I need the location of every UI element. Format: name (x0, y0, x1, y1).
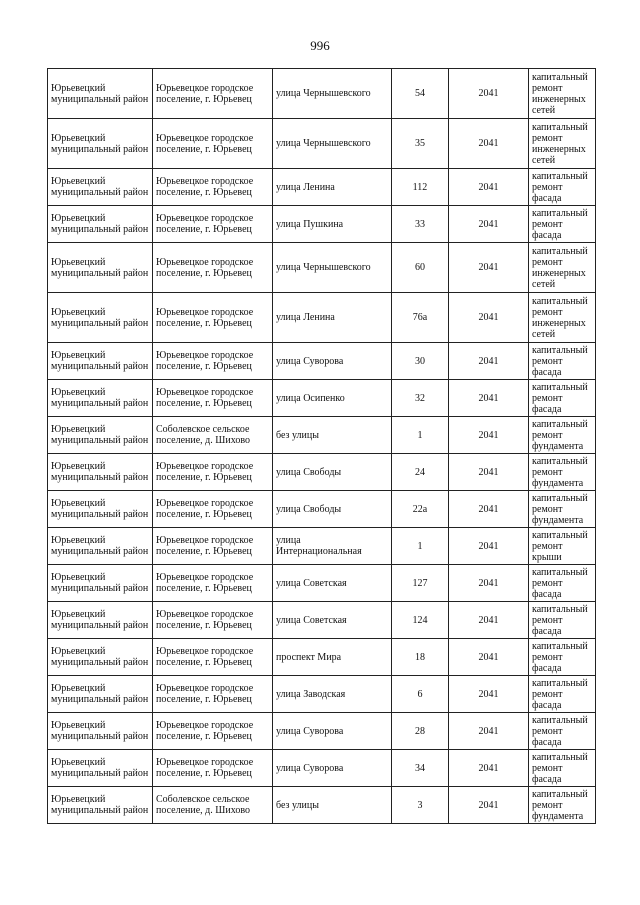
settlement-cell: Юрьевецкое городское поселение, г. Юрьевец (153, 293, 273, 343)
year-cell: 2041 (449, 293, 529, 343)
table-row (48, 119, 596, 169)
settlement-cell: Соболевское сельское поселение, д. Шихово (153, 787, 273, 824)
year-cell: 2041 (449, 454, 529, 491)
work-type-cell: капитальный ремонт фасада (529, 565, 596, 602)
work-type-cell: капитальный ремонт фасада (529, 602, 596, 639)
settlement-cell: Юрьевецкое городское поселение, г. Юрьевец (153, 69, 273, 119)
district-cell: Юрьевецкий муниципальный район (48, 602, 153, 639)
street-cell: улица Ленина (273, 169, 392, 206)
street-cell: улица Суворова (273, 343, 392, 380)
settlement-cell: Соболевское сельское поселение, д. Шихово (153, 417, 273, 454)
district-cell: Юрьевецкий муниципальный район (48, 69, 153, 119)
house-number-cell: 30 (392, 343, 449, 380)
house-number-cell: 54 (392, 69, 449, 119)
work-type-cell: капитальный ремонт фундамента (529, 417, 596, 454)
table-row (48, 454, 596, 491)
work-type-cell: капитальный ремонт инженерных сетей (529, 119, 596, 169)
district-cell: Юрьевецкий муниципальный район (48, 750, 153, 787)
table-row (48, 343, 596, 380)
year-cell: 2041 (449, 750, 529, 787)
district-cell: Юрьевецкий муниципальный район (48, 206, 153, 243)
table-row (48, 787, 596, 824)
table-row (48, 293, 596, 343)
page-number: 996 (310, 38, 330, 53)
table-row (48, 750, 596, 787)
settlement-cell: Юрьевецкое городское поселение, г. Юрьевец (153, 713, 273, 750)
table-row (48, 69, 596, 119)
district-cell: Юрьевецкий муниципальный район (48, 380, 153, 417)
work-type-cell: капитальный ремонт фундамента (529, 454, 596, 491)
year-cell: 2041 (449, 491, 529, 528)
work-type-cell: капитальный ремонт инженерных сетей (529, 69, 596, 119)
district-cell: Юрьевецкий муниципальный район (48, 713, 153, 750)
house-number-cell: 18 (392, 639, 449, 676)
house-number-cell: 34 (392, 750, 449, 787)
house-number-cell: 127 (392, 565, 449, 602)
district-cell: Юрьевецкий муниципальный район (48, 676, 153, 713)
street-cell: без улицы (273, 417, 392, 454)
settlement-cell: Юрьевецкое городское поселение, г. Юрьевец (153, 343, 273, 380)
year-cell: 2041 (449, 528, 529, 565)
house-number-cell: 1 (392, 417, 449, 454)
settlement-cell: Юрьевецкое городское поселение, г. Юрьевец (153, 119, 273, 169)
district-cell: Юрьевецкий муниципальный район (48, 787, 153, 824)
table-row (48, 169, 596, 206)
table-row (48, 243, 596, 293)
settlement-cell: Юрьевецкое городское поселение, г. Юрьевец (153, 169, 273, 206)
settlement-cell: Юрьевецкое городское поселение, г. Юрьевец (153, 243, 273, 293)
street-cell: улица Чернышевского (273, 69, 392, 119)
work-type-cell: капитальный ремонт фасада (529, 713, 596, 750)
house-number-cell: 112 (392, 169, 449, 206)
year-cell: 2041 (449, 69, 529, 119)
year-cell: 2041 (449, 787, 529, 824)
work-type-cell: капитальный ремонт инженерных сетей (529, 293, 596, 343)
district-cell: Юрьевецкий муниципальный район (48, 454, 153, 491)
house-number-cell: 76а (392, 293, 449, 343)
house-number-cell: 6 (392, 676, 449, 713)
table-row (48, 380, 596, 417)
work-type-cell: капитальный ремонт фундамента (529, 787, 596, 824)
house-number-cell: 1 (392, 528, 449, 565)
work-type-cell: капитальный ремонт крыши (529, 528, 596, 565)
work-type-cell: капитальный ремонт фасада (529, 750, 596, 787)
work-type-cell: капитальный ремонт инженерных сетей (529, 243, 596, 293)
year-cell: 2041 (449, 602, 529, 639)
table-row (48, 417, 596, 454)
district-cell: Юрьевецкий муниципальный район (48, 243, 153, 293)
street-cell: улица Свободы (273, 491, 392, 528)
street-cell: улица Суворова (273, 713, 392, 750)
street-cell: улица Заводская (273, 676, 392, 713)
settlement-cell: Юрьевецкое городское поселение, г. Юрьевец (153, 676, 273, 713)
settlement-cell: Юрьевецкое городское поселение, г. Юрьевец (153, 380, 273, 417)
street-cell: улица Советская (273, 565, 392, 602)
house-number-cell: 32 (392, 380, 449, 417)
table-row (48, 639, 596, 676)
street-cell: проспект Мира (273, 639, 392, 676)
table-row (48, 713, 596, 750)
settlement-cell: Юрьевецкое городское поселение, г. Юрьевец (153, 639, 273, 676)
house-number-cell: 24 (392, 454, 449, 491)
settlement-cell: Юрьевецкое городское поселение, г. Юрьевец (153, 528, 273, 565)
year-cell: 2041 (449, 565, 529, 602)
settlement-cell: Юрьевецкое городское поселение, г. Юрьевец (153, 206, 273, 243)
table-row (48, 491, 596, 528)
settlement-cell: Юрьевецкое городское поселение, г. Юрьевец (153, 750, 273, 787)
repair-schedule-table (47, 68, 596, 824)
work-type-cell: капитальный ремонт фасада (529, 169, 596, 206)
house-number-cell: 28 (392, 713, 449, 750)
district-cell: Юрьевецкий муниципальный район (48, 528, 153, 565)
settlement-cell: Юрьевецкое городское поселение, г. Юрьевец (153, 491, 273, 528)
year-cell: 2041 (449, 676, 529, 713)
street-cell: улица Интернациональная (273, 528, 392, 565)
year-cell: 2041 (449, 713, 529, 750)
year-cell: 2041 (449, 206, 529, 243)
house-number-cell: 22а (392, 491, 449, 528)
house-number-cell: 33 (392, 206, 449, 243)
street-cell: без улицы (273, 787, 392, 824)
street-cell: улица Чернышевского (273, 119, 392, 169)
year-cell: 2041 (449, 639, 529, 676)
district-cell: Юрьевецкий муниципальный район (48, 639, 153, 676)
work-type-cell: капитальный ремонт фасада (529, 206, 596, 243)
year-cell: 2041 (449, 169, 529, 206)
table-row (48, 565, 596, 602)
work-type-cell: капитальный ремонт фасада (529, 380, 596, 417)
district-cell: Юрьевецкий муниципальный район (48, 343, 153, 380)
street-cell: улица Суворова (273, 750, 392, 787)
year-cell: 2041 (449, 343, 529, 380)
district-cell: Юрьевецкий муниципальный район (48, 491, 153, 528)
district-cell: Юрьевецкий муниципальный район (48, 119, 153, 169)
table-row (48, 676, 596, 713)
district-cell: Юрьевецкий муниципальный район (48, 293, 153, 343)
house-number-cell: 35 (392, 119, 449, 169)
work-type-cell: капитальный ремонт фасада (529, 343, 596, 380)
year-cell: 2041 (449, 417, 529, 454)
year-cell: 2041 (449, 243, 529, 293)
year-cell: 2041 (449, 119, 529, 169)
house-number-cell: 60 (392, 243, 449, 293)
work-type-cell: капитальный ремонт фасада (529, 639, 596, 676)
settlement-cell: Юрьевецкое городское поселение, г. Юрьевец (153, 565, 273, 602)
work-type-cell: капитальный ремонт фундамента (529, 491, 596, 528)
street-cell: улица Пушкина (273, 206, 392, 243)
house-number-cell: 124 (392, 602, 449, 639)
street-cell: улица Свободы (273, 454, 392, 491)
year-cell: 2041 (449, 380, 529, 417)
table-body (48, 69, 596, 824)
street-cell: улица Осипенко (273, 380, 392, 417)
table-row (48, 206, 596, 243)
district-cell: Юрьевецкий муниципальный район (48, 565, 153, 602)
district-cell: Юрьевецкий муниципальный район (48, 417, 153, 454)
street-cell: улица Чернышевского (273, 243, 392, 293)
street-cell: улица Ленина (273, 293, 392, 343)
work-type-cell: капитальный ремонт фасада (529, 676, 596, 713)
table-row (48, 528, 596, 565)
settlement-cell: Юрьевецкое городское поселение, г. Юрьевец (153, 454, 273, 491)
house-number-cell: 3 (392, 787, 449, 824)
street-cell: улица Советская (273, 602, 392, 639)
table-row (48, 602, 596, 639)
settlement-cell: Юрьевецкое городское поселение, г. Юрьевец (153, 602, 273, 639)
district-cell: Юрьевецкий муниципальный район (48, 169, 153, 206)
